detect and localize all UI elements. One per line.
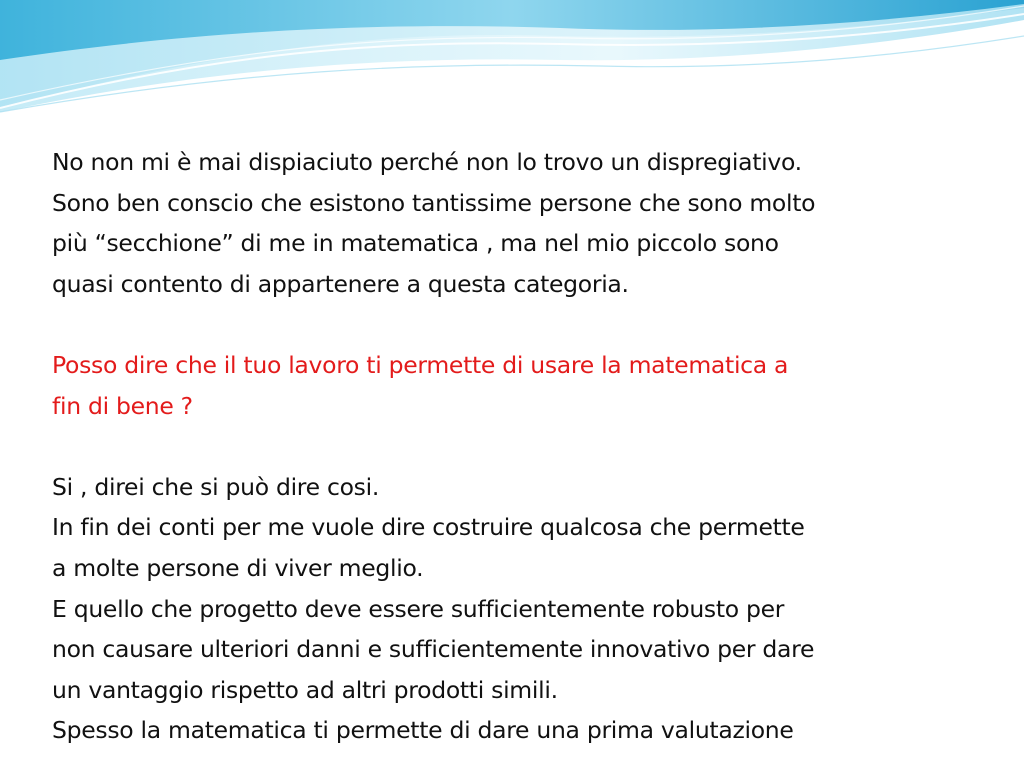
- text-line: E quello che progetto deve essere sufficientemente robusto per: [52, 594, 785, 623]
- paragraph-spacer: [52, 426, 1002, 467]
- question-line: Posso dire che il tuo lavoro ti permette di usare la matematica a: [52, 350, 789, 379]
- question-line: fin di bene ?: [52, 391, 193, 420]
- slide-body-text: [52, 142, 1002, 751]
- answer-paragraph-1: [52, 142, 1002, 304]
- text-line: In fin dei conti per me vuole dire costruire qualcosa che permette: [52, 513, 805, 542]
- text-line: quasi contento di appartenere a questa categoria.: [52, 269, 629, 298]
- text-line: No non mi è mai dispiaciuto perché non lo trovo un dispregiativo.: [52, 148, 802, 176]
- paragraph-spacer: [52, 304, 1002, 345]
- wave-header-decoration: [0, 0, 1024, 120]
- text-line: più “secchione” di me in matematica , ma nel mio piccolo sono: [52, 229, 779, 258]
- text-line: Spesso la matematica ti permette di dare una prima valutazione: [52, 716, 794, 745]
- text-line: un vantaggio rispetto ad altri prodotti simili.: [52, 675, 558, 704]
- text-line: Si , direi che si può dire cosi.: [52, 472, 380, 501]
- answer-paragraph-2: [52, 467, 1002, 751]
- text-line: a molte persone di viver meglio.: [52, 553, 424, 582]
- question-paragraph: [52, 345, 1002, 426]
- text-line: non causare ulteriori danni e sufficientemente innovativo per dare: [52, 635, 815, 664]
- text-line: Sono ben conscio che esistono tantissime persone che sono molto: [52, 188, 816, 217]
